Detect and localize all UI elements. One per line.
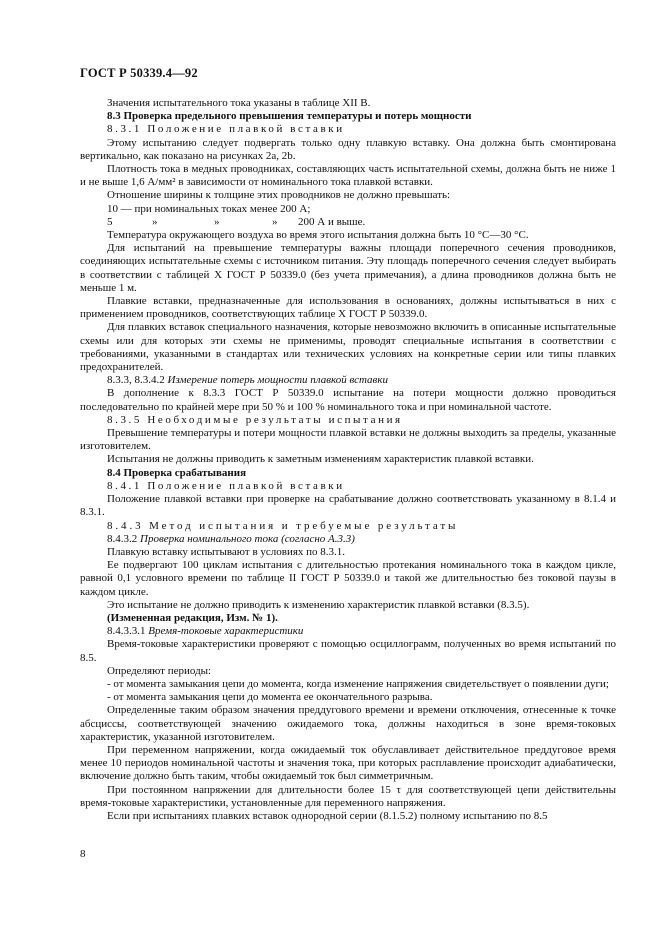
list-item: 10 — при номинальных токах менее 200 А; — [107, 202, 311, 215]
amendment-note: (Измененная редакция, Изм. № 1). — [107, 611, 278, 624]
subsection-heading-8-3-1: 8.3.1 Положение плавкой вставки — [107, 123, 345, 136]
subsection-heading-8-4-3-3-1 — [80, 625, 616, 638]
ratio-value: 5 — [107, 215, 113, 228]
paragraph: При постоянном напряжении для длительности более 15 τ для соответствующей цепи действительны время-токовые характеристики, установленные для переменного напряжения. — [80, 783, 616, 809]
page-number: 8 — [80, 848, 86, 860]
paragraph: При переменном напряжении, когда ожидаемый ток обуславливает действительное преддуговое время менее 10 периодов номинальной частоты и значения тока, при которых расплавление происходит адиабатически, включение должно быть таким, чтобы ожидаемый ток был симметричным. — [80, 743, 616, 783]
clause-title: Время-токовые характеристики — [148, 625, 304, 638]
paragraph: Этому испытанию следует подвергать только одну плавкую вставку. Она должна быть смонтирована вертикально, как показано на рисунках 2a, 2b. — [80, 136, 616, 162]
paragraph: Плотность тока в медных проводниках, составляющих часть испытательной схемы, должна быть не ниже 1 и не выше 1,6 А/мм² в зависимости от номинального тока плавкой вставки. — [80, 163, 616, 189]
ditto-mark: » — [272, 215, 278, 228]
paragraph: Определяют периоды: — [107, 664, 212, 677]
clause-title: Проверка номинального тока (согласно А.3.3) — [140, 532, 355, 545]
section-heading-8-3: 8.3 Проверка предельного превышения температуры и потерь мощности — [107, 110, 472, 123]
subsection-heading-8-3-5: 8.3.5 Необходимые результаты испытания — [107, 413, 403, 426]
paragraph: Испытания не должны приводить к заметным изменениям характеристик плавкой вставки. — [107, 453, 534, 466]
paragraph: Превышение температуры и потери мощности плавкой вставки не должны выходить за пределы, указанные изготовителем. — [80, 427, 616, 453]
list-item — [80, 216, 616, 229]
paragraph: Если при испытаниях плавких вставок однородной серии (8.1.5.2) полному испытанию по 8.5 — [107, 809, 548, 822]
paragraph: В дополнение к 8.3.3 ГОСТ Р 50339.0 испытание на потери мощности должно проводиться последовательно по крайней мере при 50 % и 100 % номинального тока и при номинальной частоте. — [80, 387, 616, 413]
page-header: ГОСТ Р 50339.4—92 — [80, 66, 198, 80]
paragraph: Ее подвергают 100 циклам испытания с длительностью протекания номинального тока в каждом цикле, равной 0,1 условного времени по таблице II ГОСТ Р 50339.0 и такой же длительностью без токовой паузы в каждом цикле. — [80, 559, 616, 598]
clause-number: 8.4.3.2 — [107, 532, 138, 545]
paragraph: Это испытание не должно приводить к изменению характеристик плавкой вставки (8.3.5). — [107, 598, 530, 611]
paragraph: Отношение ширины к толщине этих проводников не должно превышать: — [107, 189, 451, 202]
list-item: - от момента замыкания цепи до момента, когда изменение напряжения свидетельствует о появлении дуги; — [107, 677, 609, 690]
ditto-mark: » — [214, 215, 220, 228]
subsection-heading-8-4-1: 8.4.1 Положение плавкой вставки — [107, 479, 345, 492]
ditto-mark: » — [152, 215, 158, 228]
paragraph: Для испытаний на превышение температуры важны площади поперечного сечения проводников, соединяющих испытательные схемы с источником питания. Эту площадь поперечного сечения следует выбирать в соответствии с таблицей X ГОСТ Р 50339.0 (без учета примечания), а длина проводников должна быть не меньше 1 м. — [80, 242, 616, 294]
paragraph: Плавкую вставку испытывают в условиях по 8.3.1. — [107, 545, 346, 558]
paragraph: Для плавких вставок специального назначения, которые невозможно включить в описанные испытательные схемы или для которых эти схемы не применимы, проводят специальные испытания в соответствии с требованиями, указанными в стандартах или технических условиях на конкретные серии или типы плавких предохранителей. — [80, 321, 616, 374]
clause-title: Измерение потерь мощности плавкой вставки — [167, 374, 388, 387]
paragraph: Плавкие вставки, предназначенные для использования в основаниях, должны испытываться в них с применением проводников, соответствующих таблице X ГОСТ Р 50339.0. — [80, 295, 616, 321]
document-body — [80, 97, 616, 823]
paragraph: Время-токовые характеристики проверяют с помощью осциллограмм, полученных во время испытаний по 8.5. — [80, 638, 616, 664]
current-threshold: 200 А и выше. — [298, 215, 366, 228]
clause-number: 8.3.3, 8.3.4.2 — [107, 374, 165, 387]
list-item: - от момента замыкания цепи до момента ее окончательного разрыва. — [107, 691, 433, 704]
paragraph: Значения испытательного тока указаны в таблице XII В. — [107, 97, 371, 109]
subsection-heading-8-4-3: 8.4.3 Метод испытания и требуемые результаты — [107, 519, 459, 532]
paragraph: Температура окружающего воздуха во время этого испытания должна быть 10 °С—30 °С. — [107, 229, 529, 242]
paragraph: Определенные таким образом значения преддугового времени и времени отключения, отнесенные к точке абсциссы, соответствующей значению ожидаемого тока, должны находиться в зоне время-токовых характеристик, указанной изготовителем. — [80, 704, 616, 743]
clause-number: 8.4.3.3.1 — [107, 625, 146, 638]
section-heading-8-4: 8.4 Проверка срабатывания — [107, 466, 247, 479]
paragraph: Положение плавкой вставки при проверке на срабатывание должно соответствовать указанному в 8.1.4 и 8.3.1. — [80, 493, 616, 519]
subsection-heading-8-4-3-2 — [80, 533, 616, 546]
subsection-heading-8-3-3 — [80, 374, 616, 387]
